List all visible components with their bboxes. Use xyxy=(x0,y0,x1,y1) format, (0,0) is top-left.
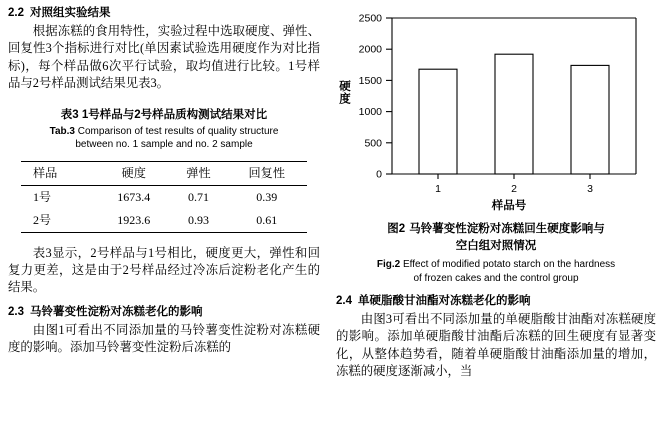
table-title-en-line2: between no. 1 sample and no. 2 sample xyxy=(75,139,253,151)
section-title: 对照组实验结果 xyxy=(30,7,111,19)
y-tick-label: 2500 xyxy=(358,12,382,25)
table-cell: 1923.6 xyxy=(97,209,170,233)
table-3-block xyxy=(8,107,320,233)
figure-number: 图2 xyxy=(387,223,406,235)
section-number: 2.3 xyxy=(8,305,24,318)
table-header-cell: 回复性 xyxy=(227,161,307,185)
chart-y-axis-label: 硬度 xyxy=(338,80,350,105)
table-cell: 1号 xyxy=(33,189,52,204)
y-tick-label: 0 xyxy=(376,168,382,181)
table-cell: 0.71 xyxy=(187,189,209,204)
table-3 xyxy=(21,161,307,233)
section-heading-2-3 xyxy=(8,305,320,320)
table-cell: 0.61 xyxy=(227,209,307,233)
table-title-en-label: Tab.3 xyxy=(49,125,75,137)
figure-2-chart xyxy=(336,6,656,211)
x-tick-label: 2 xyxy=(511,183,517,195)
figure-caption-line2: 空白组对照情况 xyxy=(455,239,537,252)
table-title-en-line1: Comparison of test results of quality structure xyxy=(77,125,279,137)
y-tick-label: 2000 xyxy=(358,43,382,56)
figure-2-caption-cn xyxy=(336,221,656,254)
figure-2-caption-en xyxy=(336,258,656,285)
bar xyxy=(419,69,457,174)
left-column xyxy=(8,6,320,357)
table-cell: 0.39 xyxy=(256,189,278,204)
section-heading-2-4 xyxy=(336,294,656,309)
bar xyxy=(571,65,609,174)
figure-caption-en-line1: Effect of modified potato starch on the hardness xyxy=(402,259,616,270)
section-number: 2.4 xyxy=(336,295,352,307)
paragraph-2-2: 根据冻糕的食用特性，实验过程中选取硬度、弹性、回复性3个指标进行对比(单因素试验选用硬度作为对比指标)，每个样品做6次平行试验，取均值进行比较。1号样品与2号样品测试结果见表3。 xyxy=(8,24,320,91)
table-cell: 0.93 xyxy=(170,209,226,233)
paragraph-after-table: 表3显示，2号样品与1号相比，硬度更大，弹性和回复力更差，这是由于2号样品经过冷冻后淀粉老化产生的结果。 xyxy=(8,245,320,295)
x-tick-label: 1 xyxy=(435,183,441,195)
section-title: 单硬脂酸甘油酯对冻糕老化的影响 xyxy=(358,295,531,307)
y-tick-label: 1000 xyxy=(358,106,382,119)
section-title: 马铃薯变性淀粉对冻糕老化的影响 xyxy=(30,305,203,318)
section-number: 2.2 xyxy=(8,7,24,19)
bar-chart-svg xyxy=(336,6,656,196)
right-column xyxy=(336,6,656,381)
table-cell: 1673.4 xyxy=(117,189,151,204)
table-header-cell: 弹性 xyxy=(170,161,226,185)
table-row xyxy=(21,185,307,209)
chart-x-axis-label: 样品号 xyxy=(491,200,527,212)
y-tick-label: 1500 xyxy=(358,74,382,87)
table-header-cell: 样品 xyxy=(21,161,97,185)
section-heading-2-2 xyxy=(8,6,320,21)
table-header-cell: 硬度 xyxy=(97,161,170,185)
table-cell: 2号 xyxy=(21,209,97,233)
table-row xyxy=(21,209,307,233)
figure-caption-line1: 马铃薯变性淀粉对冻糕回生硬度影响与 xyxy=(409,223,605,235)
figure-caption-en-label: Fig.2 xyxy=(376,259,401,270)
y-tick-label: 500 xyxy=(364,137,382,150)
table-title-cn: 表3 1号样品与2号样品质构测试结果对比 xyxy=(60,108,268,121)
paragraph-2-3: 由图1可看出不同添加量的马铃薯变性淀粉对冻糕硬度的影响。添加马铃薯变性淀粉后冻糕的 xyxy=(8,322,320,355)
x-tick-label: 3 xyxy=(587,183,593,195)
table-title-en xyxy=(8,125,320,152)
paragraph-2-4: 由图3可看出不同添加量的单硬脂酸甘油酯对冻糕硬度的影响。添加单硬脂酸甘油酯后冻糕的回生硬度有显著变化，从整体趋势看，随着单硬脂酸甘油酯添加量的增加，冻糕的硬度逐渐减小，当 xyxy=(336,312,656,379)
bar xyxy=(495,54,533,174)
figure-caption-en-line2: of frozen cakes and the control group xyxy=(413,272,579,284)
